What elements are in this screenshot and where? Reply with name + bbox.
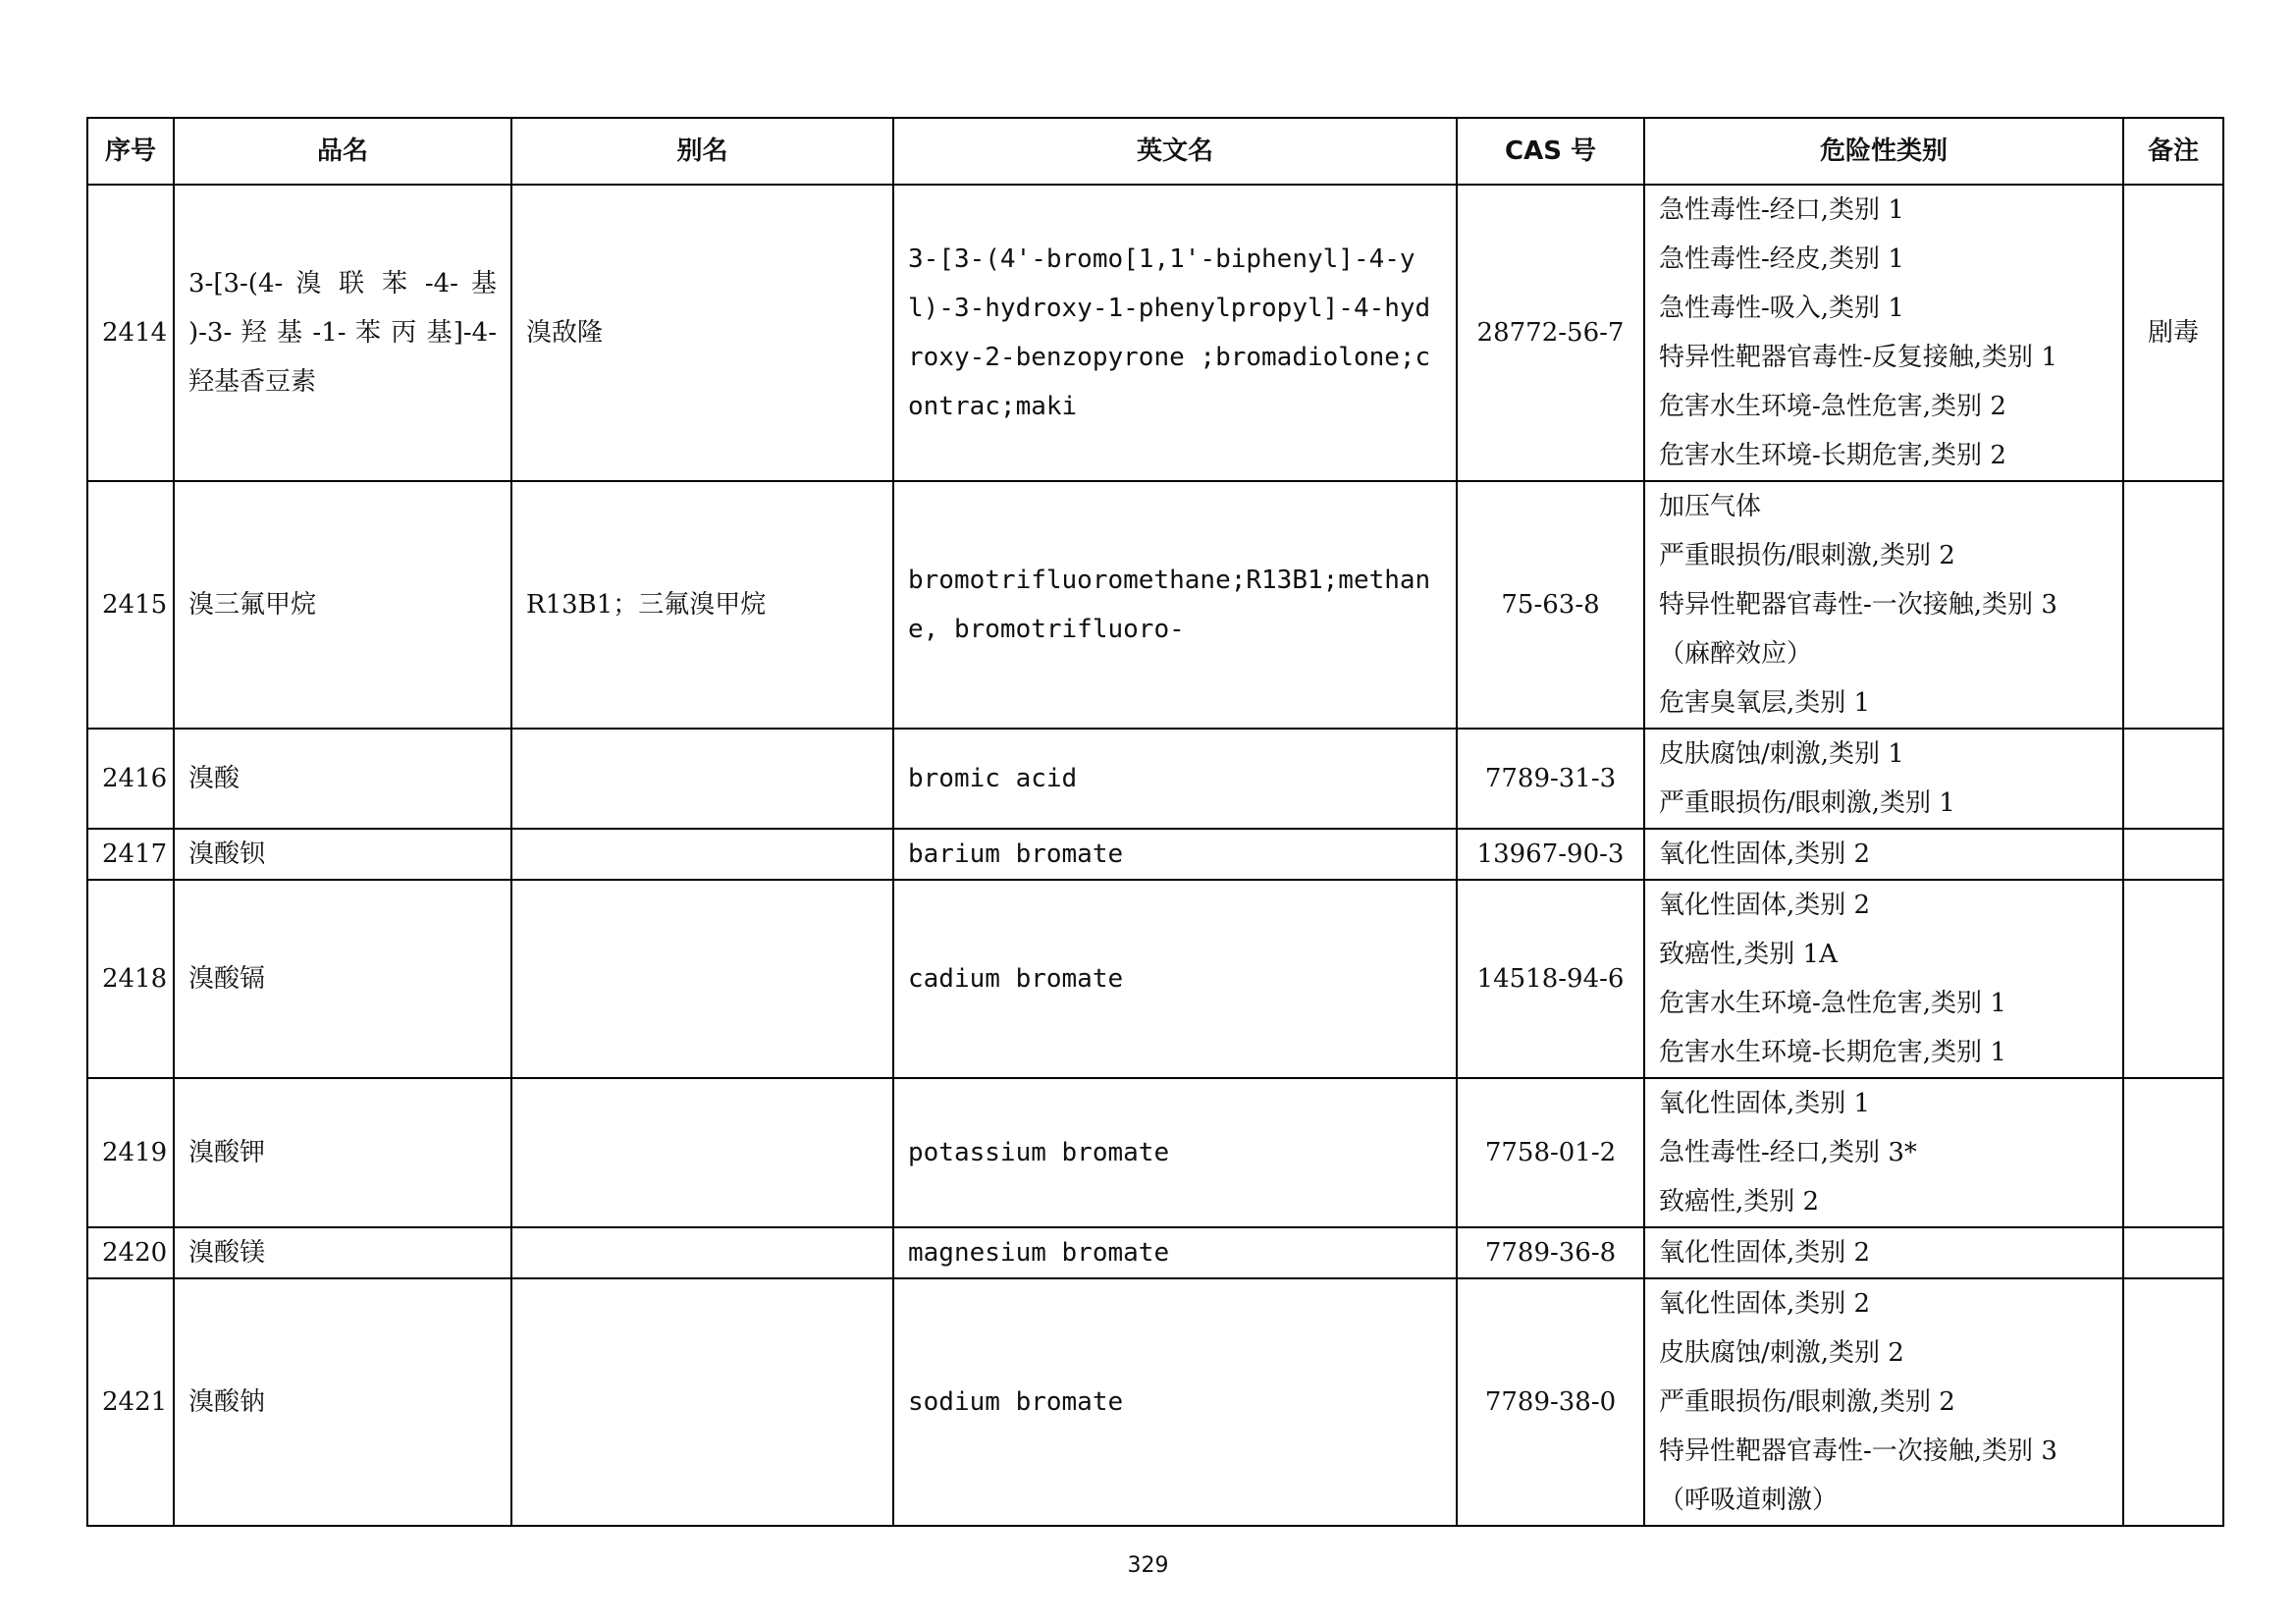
hazard-line: 危害水生环境-急性危害,类别 2 bbox=[1659, 392, 2006, 421]
hazard-cell bbox=[1644, 829, 2123, 880]
note-cell: 剧毒 bbox=[2123, 185, 2223, 481]
hazard-cell bbox=[1644, 481, 2123, 729]
english-name-cell: barium bromate bbox=[893, 829, 1457, 880]
chemical-table bbox=[86, 117, 2224, 1527]
note-cell bbox=[2123, 880, 2223, 1078]
hazard-cell bbox=[1644, 1078, 2123, 1227]
hazard-line: 严重眼损伤/眼刺激,类别 1 bbox=[1659, 788, 1955, 818]
hazard-line: 氧化性固体,类别 1 bbox=[1659, 1089, 1871, 1118]
table-row bbox=[87, 880, 2223, 1078]
alias-cell bbox=[511, 880, 893, 1078]
hazard-line: 氧化性固体,类别 2 bbox=[1659, 891, 1871, 920]
table-row bbox=[87, 729, 2223, 829]
seq-cell: 2414 bbox=[87, 185, 174, 481]
name-cell: 3-[3-(4- 溴 联 苯 -4- 基 )-3- 羟 基 -1- 苯 丙 基]-4-羟基香豆素 bbox=[174, 185, 511, 481]
alias-cell bbox=[511, 729, 893, 829]
hazard-line: 急性毒性-吸入,类别 1 bbox=[1659, 294, 1904, 323]
header-name: 品名 bbox=[174, 118, 511, 185]
note-cell bbox=[2123, 1278, 2223, 1526]
hazard-line: 氧化性固体,类别 2 bbox=[1659, 1289, 1871, 1319]
seq-cell: 2419 bbox=[87, 1078, 174, 1227]
english-name-cell: bromic acid bbox=[893, 729, 1457, 829]
hazard-line: 特异性靶器官毒性-反复接触,类别 1 bbox=[1659, 343, 2057, 372]
page-number: 329 bbox=[1127, 1553, 1169, 1578]
hazard-cell bbox=[1644, 880, 2123, 1078]
note-cell bbox=[2123, 1078, 2223, 1227]
english-name-cell: magnesium bromate bbox=[893, 1227, 1457, 1278]
cas-cell: 7789-38-0 bbox=[1457, 1278, 1644, 1526]
english-name-cell: 3-[3-(4'-bromo[1,1'-biphenyl]-4-yl)-3-hydroxy-1-phenylpropyl]-4-hydroxy-2-benzopyrone ;bromadiolone;contrac;maki bbox=[893, 185, 1457, 481]
cas-cell: 28772-56-7 bbox=[1457, 185, 1644, 481]
english-name-cell: sodium bromate bbox=[893, 1278, 1457, 1526]
name-cell: 溴三氟甲烷 bbox=[174, 481, 511, 729]
hazard-cell bbox=[1644, 1227, 2123, 1278]
english-name-cell: bromotrifluoromethane;R13B1;methane, bromotrifluoro- bbox=[893, 481, 1457, 729]
name-cell: 溴酸镁 bbox=[174, 1227, 511, 1278]
hazard-line: 危害水生环境-长期危害,类别 2 bbox=[1659, 441, 2006, 470]
cas-cell: 75-63-8 bbox=[1457, 481, 1644, 729]
note-cell bbox=[2123, 729, 2223, 829]
hazard-line: 特异性靶器官毒性-一次接触,类别 3 bbox=[1659, 590, 2057, 620]
hazard-line: 危害水生环境-急性危害,类别 1 bbox=[1659, 989, 2006, 1018]
hazard-line: （呼吸道刺激） bbox=[1659, 1486, 1839, 1515]
hazard-line: 氧化性固体,类别 2 bbox=[1659, 839, 1871, 869]
table-row bbox=[87, 829, 2223, 880]
hazard-line: 致癌性,类别 1A bbox=[1659, 940, 1838, 969]
hazard-line: 严重眼损伤/眼刺激,类别 2 bbox=[1659, 541, 1955, 570]
table-row bbox=[87, 1278, 2223, 1526]
hazard-line: 危害水生环境-长期危害,类别 1 bbox=[1659, 1038, 2006, 1067]
alias-cell bbox=[511, 1278, 893, 1526]
alias-cell bbox=[511, 1227, 893, 1278]
seq-cell: 2420 bbox=[87, 1227, 174, 1278]
name-cell: 溴酸钾 bbox=[174, 1078, 511, 1227]
cas-cell: 13967-90-3 bbox=[1457, 829, 1644, 880]
hazard-cell bbox=[1644, 1278, 2123, 1526]
name-cell: 溴酸钠 bbox=[174, 1278, 511, 1526]
header-alias: 别名 bbox=[511, 118, 893, 185]
english-name-cell: cadium bromate bbox=[893, 880, 1457, 1078]
hazard-line: 严重眼损伤/眼刺激,类别 2 bbox=[1659, 1387, 1955, 1417]
cas-cell: 7789-36-8 bbox=[1457, 1227, 1644, 1278]
hazard-line: 氧化性固体,类别 2 bbox=[1659, 1238, 1871, 1268]
table-row bbox=[87, 481, 2223, 729]
hazard-line: 急性毒性-经口,类别 3* bbox=[1659, 1138, 1917, 1167]
name-cell: 溴酸 bbox=[174, 729, 511, 829]
header-note: 备注 bbox=[2123, 118, 2223, 185]
note-cell bbox=[2123, 481, 2223, 729]
name-cell: 溴酸镉 bbox=[174, 880, 511, 1078]
header-row bbox=[87, 118, 2223, 185]
header-hazard: 危险性类别 bbox=[1644, 118, 2123, 185]
note-cell bbox=[2123, 829, 2223, 880]
table-row bbox=[87, 185, 2223, 481]
alias-cell bbox=[511, 829, 893, 880]
hazard-line: 皮肤腐蚀/刺激,类别 2 bbox=[1659, 1338, 1904, 1368]
hazard-cell bbox=[1644, 185, 2123, 481]
hazard-line: （麻醉效应） bbox=[1659, 639, 1813, 669]
alias-cell bbox=[511, 1078, 893, 1227]
hazard-line: 加压气体 bbox=[1659, 492, 1762, 521]
cas-cell: 7758-01-2 bbox=[1457, 1078, 1644, 1227]
seq-cell: 2416 bbox=[87, 729, 174, 829]
hazard-cell bbox=[1644, 729, 2123, 829]
header-english: 英文名 bbox=[893, 118, 1457, 185]
alias-cell: 溴敌隆 bbox=[511, 185, 893, 481]
table-row bbox=[87, 1078, 2223, 1227]
header-seq: 序号 bbox=[87, 118, 174, 185]
note-cell bbox=[2123, 1227, 2223, 1278]
seq-cell: 2415 bbox=[87, 481, 174, 729]
seq-cell: 2421 bbox=[87, 1278, 174, 1526]
name-cell: 溴酸钡 bbox=[174, 829, 511, 880]
english-name-cell: potassium bromate bbox=[893, 1078, 1457, 1227]
cas-cell: 7789-31-3 bbox=[1457, 729, 1644, 829]
alias-cell: R13B1；三氟溴甲烷 bbox=[511, 481, 893, 729]
hazard-line: 急性毒性-经口,类别 1 bbox=[1659, 195, 1904, 225]
hazard-line: 特异性靶器官毒性-一次接触,类别 3 bbox=[1659, 1436, 2057, 1466]
hazard-line: 危害臭氧层,类别 1 bbox=[1659, 688, 1871, 718]
seq-cell: 2418 bbox=[87, 880, 174, 1078]
header-cas: CAS 号 bbox=[1457, 118, 1644, 185]
hazard-line: 致癌性,类别 2 bbox=[1659, 1187, 1820, 1217]
hazard-line: 急性毒性-经皮,类别 1 bbox=[1659, 244, 1904, 274]
hazard-line: 皮肤腐蚀/刺激,类别 1 bbox=[1659, 739, 1904, 769]
table-row bbox=[87, 1227, 2223, 1278]
cas-cell: 14518-94-6 bbox=[1457, 880, 1644, 1078]
seq-cell: 2417 bbox=[87, 829, 174, 880]
